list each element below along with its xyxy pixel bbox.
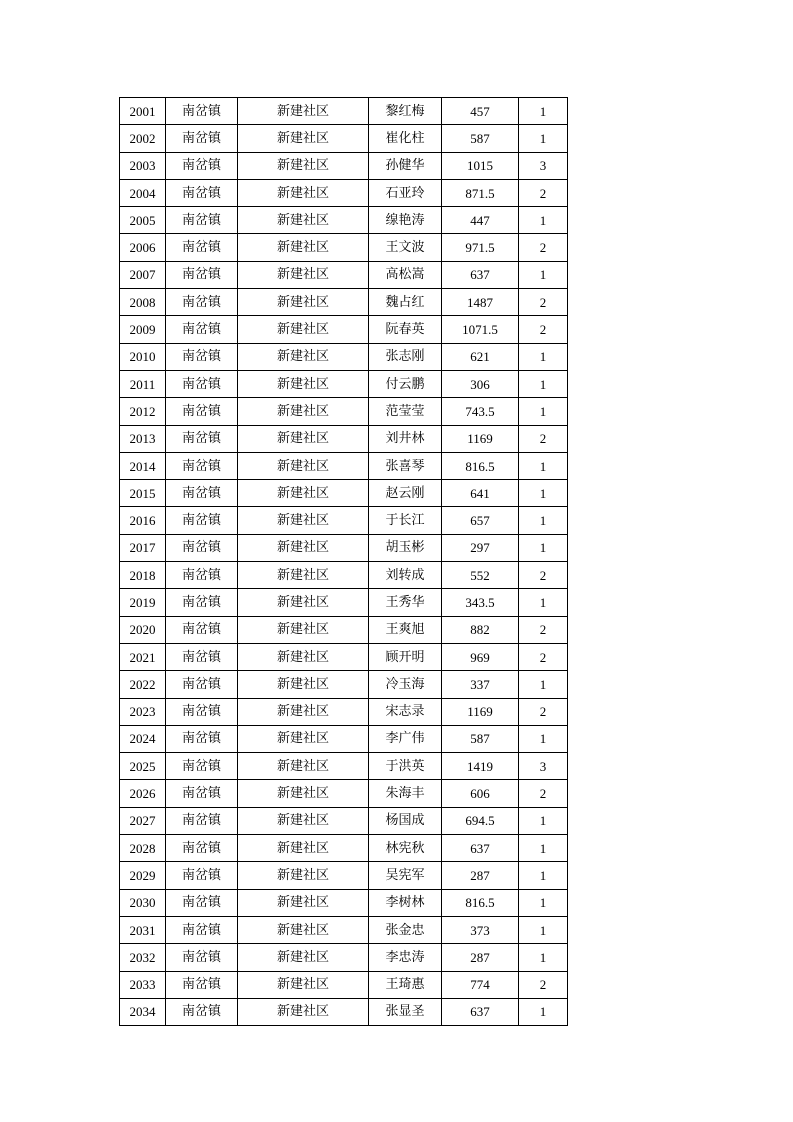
amount-cell: 882: [442, 616, 519, 643]
amount-cell: 1169: [442, 425, 519, 452]
amount-cell: 343.5: [442, 589, 519, 616]
row-id-cell: 2009: [120, 316, 166, 343]
person-name-cell: 刘井林: [369, 425, 442, 452]
row-id-cell: 2020: [120, 616, 166, 643]
person-name-cell: 胡玉彬: [369, 534, 442, 561]
table-row: [120, 562, 568, 589]
person-name-cell: 于长江: [369, 507, 442, 534]
row-id-cell: 2024: [120, 725, 166, 752]
table-row: [120, 289, 568, 316]
person-name-cell: 张喜琴: [369, 452, 442, 479]
community-cell: 新建社区: [238, 452, 369, 479]
count-cell: 3: [519, 152, 568, 179]
count-cell: 1: [519, 398, 568, 425]
table-row: [120, 370, 568, 397]
row-id-cell: 2008: [120, 289, 166, 316]
community-cell: 新建社区: [238, 725, 369, 752]
count-cell: 1: [519, 98, 568, 125]
town-cell: 南岔镇: [166, 289, 238, 316]
community-cell: 新建社区: [238, 343, 369, 370]
row-id-cell: 2005: [120, 207, 166, 234]
person-name-cell: 范莹莹: [369, 398, 442, 425]
community-cell: 新建社区: [238, 698, 369, 725]
amount-cell: 306: [442, 370, 519, 397]
community-cell: 新建社区: [238, 753, 369, 780]
town-cell: 南岔镇: [166, 507, 238, 534]
person-name-cell: 张显圣: [369, 998, 442, 1025]
table-row: [120, 780, 568, 807]
community-cell: 新建社区: [238, 398, 369, 425]
community-cell: 新建社区: [238, 616, 369, 643]
community-cell: 新建社区: [238, 534, 369, 561]
person-name-cell: 李树林: [369, 889, 442, 916]
community-cell: 新建社区: [238, 998, 369, 1025]
town-cell: 南岔镇: [166, 562, 238, 589]
person-name-cell: 缐艳涛: [369, 207, 442, 234]
count-cell: 1: [519, 534, 568, 561]
count-cell: 1: [519, 480, 568, 507]
town-cell: 南岔镇: [166, 480, 238, 507]
row-id-cell: 2010: [120, 343, 166, 370]
count-cell: 1: [519, 725, 568, 752]
person-name-cell: 赵云刚: [369, 480, 442, 507]
person-name-cell: 王秀华: [369, 589, 442, 616]
town-cell: 南岔镇: [166, 971, 238, 998]
table-row: [120, 343, 568, 370]
community-cell: 新建社区: [238, 480, 369, 507]
table-row: [120, 316, 568, 343]
table-row: [120, 125, 568, 152]
town-cell: 南岔镇: [166, 98, 238, 125]
row-id-cell: 2011: [120, 370, 166, 397]
community-cell: 新建社区: [238, 261, 369, 288]
count-cell: 1: [519, 507, 568, 534]
row-id-cell: 2004: [120, 179, 166, 206]
town-cell: 南岔镇: [166, 261, 238, 288]
person-name-cell: 刘转成: [369, 562, 442, 589]
town-cell: 南岔镇: [166, 452, 238, 479]
amount-cell: 816.5: [442, 889, 519, 916]
amount-cell: 743.5: [442, 398, 519, 425]
town-cell: 南岔镇: [166, 316, 238, 343]
community-cell: 新建社区: [238, 207, 369, 234]
amount-cell: 447: [442, 207, 519, 234]
amount-cell: 641: [442, 480, 519, 507]
count-cell: 2: [519, 780, 568, 807]
town-cell: 南岔镇: [166, 179, 238, 206]
person-name-cell: 魏占红: [369, 289, 442, 316]
town-cell: 南岔镇: [166, 998, 238, 1025]
town-cell: 南岔镇: [166, 671, 238, 698]
person-name-cell: 李忠涛: [369, 944, 442, 971]
town-cell: 南岔镇: [166, 207, 238, 234]
table-row: [120, 889, 568, 916]
person-name-cell: 宋志录: [369, 698, 442, 725]
table-row: [120, 207, 568, 234]
table-row: [120, 944, 568, 971]
town-cell: 南岔镇: [166, 370, 238, 397]
table-row: [120, 152, 568, 179]
row-id-cell: 2001: [120, 98, 166, 125]
table-row: [120, 753, 568, 780]
town-cell: 南岔镇: [166, 643, 238, 670]
community-cell: 新建社区: [238, 589, 369, 616]
count-cell: 1: [519, 807, 568, 834]
community-cell: 新建社区: [238, 889, 369, 916]
person-name-cell: 王琦惠: [369, 971, 442, 998]
amount-cell: 1419: [442, 753, 519, 780]
community-cell: 新建社区: [238, 862, 369, 889]
town-cell: 南岔镇: [166, 862, 238, 889]
row-id-cell: 2015: [120, 480, 166, 507]
town-cell: 南岔镇: [166, 780, 238, 807]
amount-cell: 287: [442, 944, 519, 971]
town-cell: 南岔镇: [166, 125, 238, 152]
count-cell: 1: [519, 370, 568, 397]
town-cell: 南岔镇: [166, 343, 238, 370]
count-cell: 1: [519, 452, 568, 479]
table-row: [120, 998, 568, 1025]
table-row: [120, 589, 568, 616]
count-cell: 2: [519, 971, 568, 998]
amount-cell: 657: [442, 507, 519, 534]
table-body: [120, 98, 568, 1026]
row-id-cell: 2017: [120, 534, 166, 561]
person-name-cell: 顾开明: [369, 643, 442, 670]
count-cell: 1: [519, 889, 568, 916]
row-id-cell: 2016: [120, 507, 166, 534]
community-cell: 新建社区: [238, 125, 369, 152]
amount-cell: 587: [442, 725, 519, 752]
community-cell: 新建社区: [238, 507, 369, 534]
row-id-cell: 2031: [120, 916, 166, 943]
community-cell: 新建社区: [238, 316, 369, 343]
count-cell: 1: [519, 589, 568, 616]
data-table: [119, 97, 568, 1026]
count-cell: 1: [519, 343, 568, 370]
person-name-cell: 黎红梅: [369, 98, 442, 125]
person-name-cell: 张志刚: [369, 343, 442, 370]
person-name-cell: 冷玉海: [369, 671, 442, 698]
table-row: [120, 98, 568, 125]
amount-cell: 337: [442, 671, 519, 698]
town-cell: 南岔镇: [166, 698, 238, 725]
count-cell: 2: [519, 616, 568, 643]
row-id-cell: 2022: [120, 671, 166, 698]
amount-cell: 971.5: [442, 234, 519, 261]
table-row: [120, 480, 568, 507]
town-cell: 南岔镇: [166, 398, 238, 425]
row-id-cell: 2026: [120, 780, 166, 807]
row-id-cell: 2029: [120, 862, 166, 889]
row-id-cell: 2007: [120, 261, 166, 288]
amount-cell: 969: [442, 643, 519, 670]
table-row: [120, 725, 568, 752]
table-row: [120, 179, 568, 206]
amount-cell: 287: [442, 862, 519, 889]
community-cell: 新建社区: [238, 98, 369, 125]
table-row: [120, 452, 568, 479]
community-cell: 新建社区: [238, 179, 369, 206]
amount-cell: 552: [442, 562, 519, 589]
amount-cell: 457: [442, 98, 519, 125]
table-row: [120, 398, 568, 425]
person-name-cell: 张金忠: [369, 916, 442, 943]
table-row: [120, 534, 568, 561]
row-id-cell: 2019: [120, 589, 166, 616]
community-cell: 新建社区: [238, 971, 369, 998]
row-id-cell: 2028: [120, 835, 166, 862]
community-cell: 新建社区: [238, 234, 369, 261]
row-id-cell: 2032: [120, 944, 166, 971]
town-cell: 南岔镇: [166, 889, 238, 916]
community-cell: 新建社区: [238, 562, 369, 589]
community-cell: 新建社区: [238, 370, 369, 397]
table-row: [120, 916, 568, 943]
table-row: [120, 971, 568, 998]
amount-cell: 871.5: [442, 179, 519, 206]
row-id-cell: 2033: [120, 971, 166, 998]
amount-cell: 637: [442, 998, 519, 1025]
amount-cell: 637: [442, 261, 519, 288]
row-id-cell: 2003: [120, 152, 166, 179]
count-cell: 2: [519, 425, 568, 452]
row-id-cell: 2002: [120, 125, 166, 152]
count-cell: 2: [519, 234, 568, 261]
table-row: [120, 862, 568, 889]
table-row: [120, 698, 568, 725]
town-cell: 南岔镇: [166, 152, 238, 179]
person-name-cell: 付云鹏: [369, 370, 442, 397]
count-cell: 1: [519, 998, 568, 1025]
table-row: [120, 671, 568, 698]
amount-cell: 373: [442, 916, 519, 943]
table-row: [120, 507, 568, 534]
amount-cell: 1071.5: [442, 316, 519, 343]
amount-cell: 1169: [442, 698, 519, 725]
person-name-cell: 杨国成: [369, 807, 442, 834]
amount-cell: 1015: [442, 152, 519, 179]
town-cell: 南岔镇: [166, 916, 238, 943]
town-cell: 南岔镇: [166, 944, 238, 971]
amount-cell: 774: [442, 971, 519, 998]
community-cell: 新建社区: [238, 944, 369, 971]
amount-cell: 1487: [442, 289, 519, 316]
community-cell: 新建社区: [238, 780, 369, 807]
town-cell: 南岔镇: [166, 807, 238, 834]
table-row: [120, 835, 568, 862]
count-cell: 1: [519, 671, 568, 698]
community-cell: 新建社区: [238, 807, 369, 834]
count-cell: 2: [519, 643, 568, 670]
town-cell: 南岔镇: [166, 534, 238, 561]
town-cell: 南岔镇: [166, 835, 238, 862]
count-cell: 2: [519, 316, 568, 343]
row-id-cell: 2023: [120, 698, 166, 725]
person-name-cell: 林宪秋: [369, 835, 442, 862]
row-id-cell: 2014: [120, 452, 166, 479]
community-cell: 新建社区: [238, 152, 369, 179]
count-cell: 2: [519, 289, 568, 316]
count-cell: 3: [519, 753, 568, 780]
table-row: [120, 425, 568, 452]
person-name-cell: 王爽旭: [369, 616, 442, 643]
community-cell: 新建社区: [238, 916, 369, 943]
community-cell: 新建社区: [238, 425, 369, 452]
town-cell: 南岔镇: [166, 589, 238, 616]
table-row: [120, 261, 568, 288]
community-cell: 新建社区: [238, 643, 369, 670]
community-cell: 新建社区: [238, 289, 369, 316]
count-cell: 1: [519, 261, 568, 288]
amount-cell: 587: [442, 125, 519, 152]
row-id-cell: 2006: [120, 234, 166, 261]
town-cell: 南岔镇: [166, 753, 238, 780]
person-name-cell: 崔化柱: [369, 125, 442, 152]
person-name-cell: 于洪英: [369, 753, 442, 780]
town-cell: 南岔镇: [166, 425, 238, 452]
count-cell: 1: [519, 916, 568, 943]
town-cell: 南岔镇: [166, 725, 238, 752]
row-id-cell: 2018: [120, 562, 166, 589]
row-id-cell: 2027: [120, 807, 166, 834]
town-cell: 南岔镇: [166, 234, 238, 261]
amount-cell: 606: [442, 780, 519, 807]
amount-cell: 297: [442, 534, 519, 561]
person-name-cell: 阮春英: [369, 316, 442, 343]
amount-cell: 816.5: [442, 452, 519, 479]
row-id-cell: 2025: [120, 753, 166, 780]
amount-cell: 621: [442, 343, 519, 370]
count-cell: 2: [519, 562, 568, 589]
person-name-cell: 王文波: [369, 234, 442, 261]
person-name-cell: 吴宪军: [369, 862, 442, 889]
table-row: [120, 616, 568, 643]
amount-cell: 694.5: [442, 807, 519, 834]
count-cell: 1: [519, 944, 568, 971]
count-cell: 1: [519, 207, 568, 234]
count-cell: 1: [519, 125, 568, 152]
amount-cell: 637: [442, 835, 519, 862]
person-name-cell: 高松嵩: [369, 261, 442, 288]
row-id-cell: 2030: [120, 889, 166, 916]
table-row: [120, 234, 568, 261]
community-cell: 新建社区: [238, 671, 369, 698]
town-cell: 南岔镇: [166, 616, 238, 643]
person-name-cell: 李广伟: [369, 725, 442, 752]
person-name-cell: 朱海丰: [369, 780, 442, 807]
person-name-cell: 孙健华: [369, 152, 442, 179]
table-row: [120, 807, 568, 834]
count-cell: 2: [519, 179, 568, 206]
community-cell: 新建社区: [238, 835, 369, 862]
person-name-cell: 石亚玲: [369, 179, 442, 206]
row-id-cell: 2021: [120, 643, 166, 670]
table-row: [120, 643, 568, 670]
count-cell: 1: [519, 835, 568, 862]
row-id-cell: 2013: [120, 425, 166, 452]
count-cell: 1: [519, 862, 568, 889]
row-id-cell: 2034: [120, 998, 166, 1025]
count-cell: 2: [519, 698, 568, 725]
row-id-cell: 2012: [120, 398, 166, 425]
